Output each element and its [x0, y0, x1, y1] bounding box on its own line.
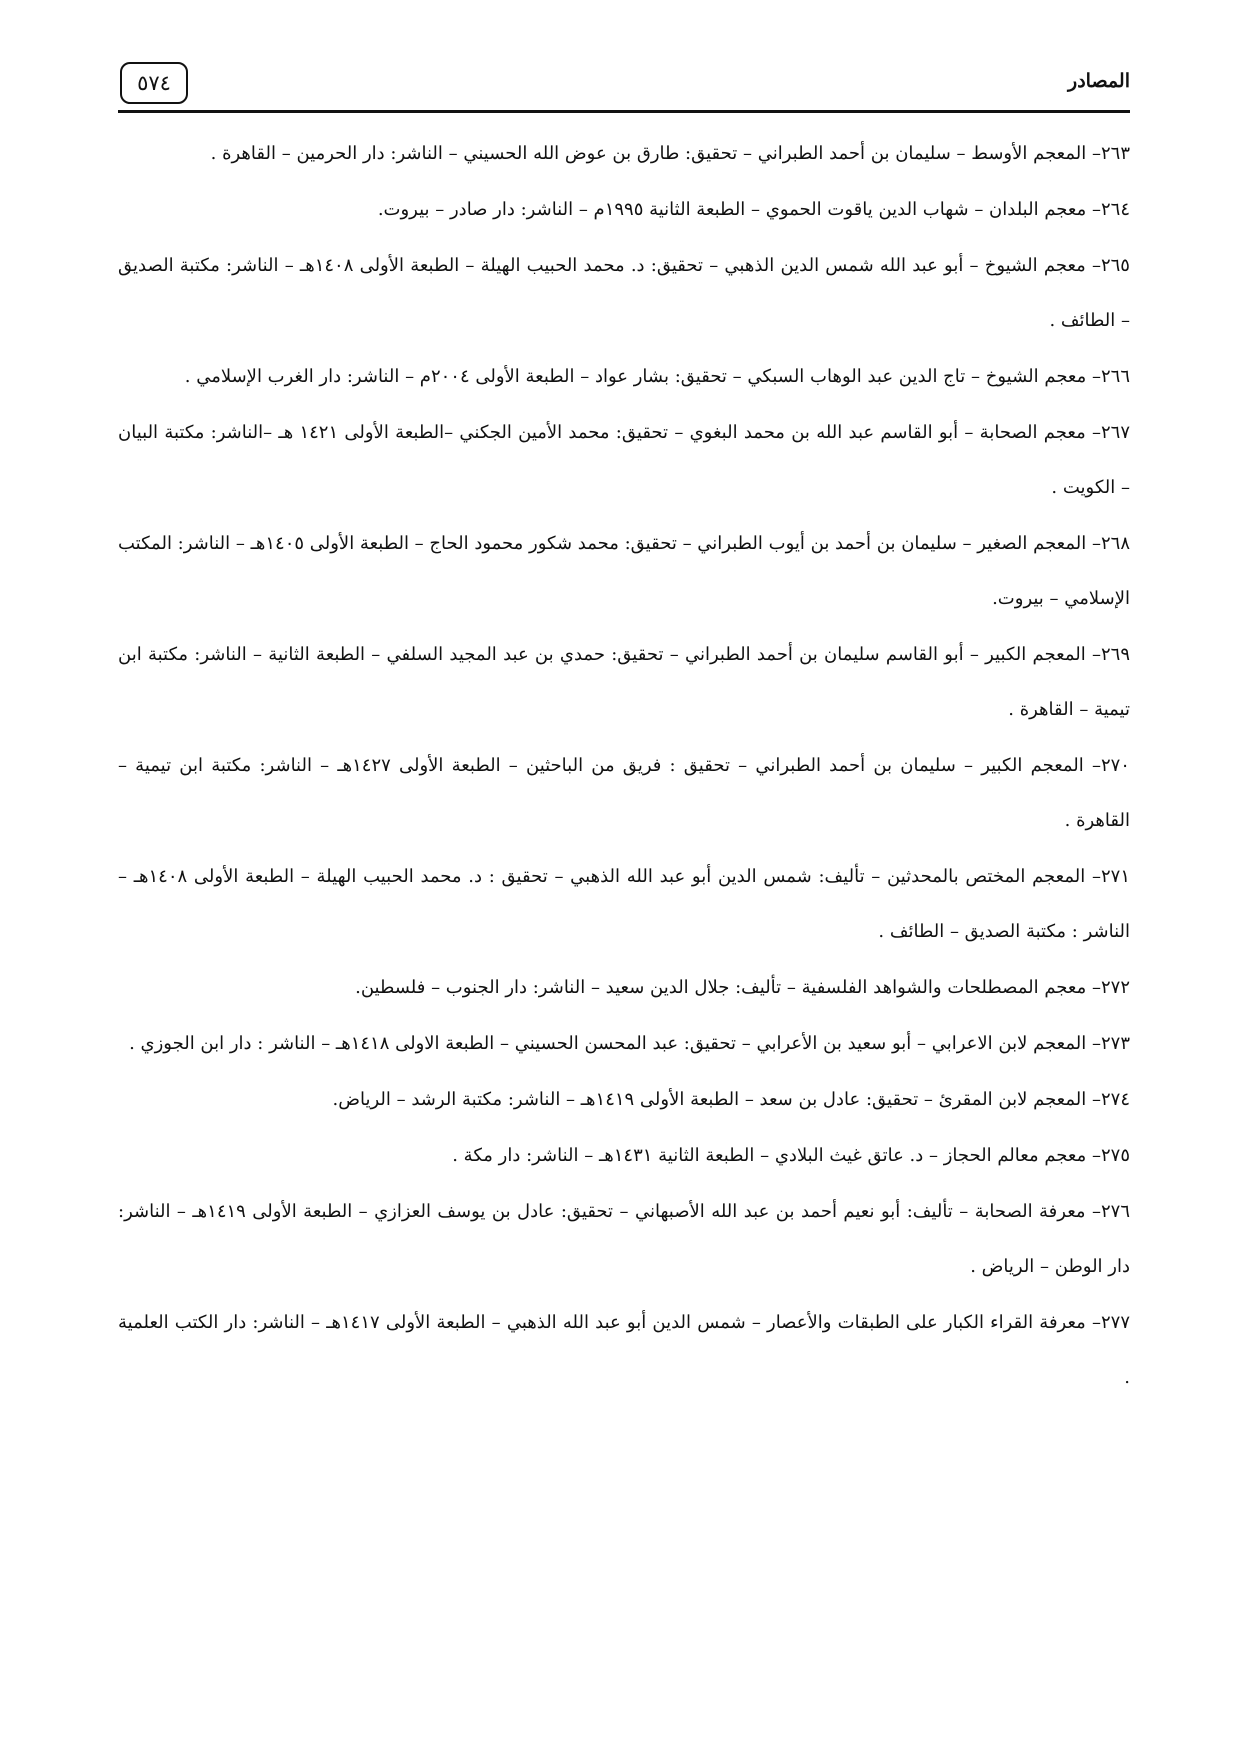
reference-text: – معجم معالم الحجاز – د. عاتق غيث البلادي – الطبعة الثانية ١٤٣١هـ – الناشر: دار مكة .	[452, 1145, 1101, 1166]
reference-item	[118, 960, 1130, 1015]
reference-number: ٢٧٢	[1100, 977, 1130, 998]
reference-item	[118, 349, 1130, 404]
reference-item	[118, 1184, 1130, 1294]
section-title: المصادر	[1068, 70, 1130, 92]
reference-text: – معجم المصطلحات والشواهد الفلسفية – تأليف: جلال الدين سعيد – الناشر: دار الجنوب – فلسطين.	[355, 977, 1101, 998]
reference-item	[118, 1295, 1130, 1405]
reference-number: ٢٧٣	[1100, 1033, 1130, 1054]
reference-text: – المعجم الصغير – سليمان بن أحمد بن أيوب الطبراني – تحقيق: محمد شكور محمود الحاج – الطبعة الأولى ١٤٠٥هـ – الناشر: المكتب الإسلامي – بيروت.	[118, 533, 1130, 609]
reference-text: – معجم الصحابة – أبو القاسم عبد الله بن محمد البغوي – تحقيق: محمد الأمين الجكني –الطبعة الأولى ١٤٢١ هـ –الناشر: مكتبة البيان – الكويت .	[118, 422, 1130, 498]
reference-item	[118, 849, 1130, 959]
reference-text: – معجم الشيوخ – تاج الدين عبد الوهاب السبكي – تحقيق: بشار عواد – الطبعة الأولى ٢٠٠٤م – الناشر: دار الغرب الإسلامي .	[184, 366, 1101, 387]
reference-item	[118, 516, 1130, 626]
reference-number: ٢٧٦	[1100, 1201, 1130, 1222]
reference-number: ٢٦٣	[1100, 143, 1130, 164]
reference-text: – المعجم لابن الاعرابي – أبو سعيد بن الأعرابي – تحقيق: عبد المحسن الحسيني – الطبعة الاولى ١٤١٨هـ – الناشر : دار ابن الجوزي .	[129, 1033, 1101, 1054]
reference-number: ٢٧٧	[1100, 1312, 1130, 1333]
reference-text: – معجم الشيوخ – أبو عبد الله شمس الدين الذهبي – تحقيق: د. محمد الحبيب الهيلة – الطبعة الأولى ١٤٠٨هـ – الناشر: مكتبة الصديق – الطائف .	[118, 255, 1130, 331]
reference-item	[118, 1072, 1130, 1127]
page-number: ٥٧٤	[137, 70, 171, 95]
reference-item	[118, 182, 1130, 237]
reference-number: ٢٧٤	[1100, 1089, 1130, 1110]
reference-item	[118, 1128, 1130, 1183]
reference-text: – المعجم المختص بالمحدثين – تأليف: شمس الدين أبو عبد الله الذهبي – تحقيق : د. محمد الحبيب الهيلة – الطبعة الأولى ١٤٠٨هـ – الناشر : مكتبة الصديق – الطائف .	[118, 866, 1130, 942]
reference-item	[118, 1016, 1130, 1071]
reference-item	[118, 126, 1130, 181]
reference-item	[118, 738, 1130, 848]
reference-number: ٢٦٩	[1100, 644, 1130, 665]
page-number-box	[120, 62, 188, 104]
reference-text: – المعجم لابن المقرئ – تحقيق: عادل بن سعد – الطبعة الأولى ١٤١٩هـ – الناشر: مكتبة الرشد – الرياض.	[332, 1089, 1101, 1110]
page-header	[118, 52, 1130, 112]
reference-number: ٢٧١	[1100, 866, 1130, 887]
reference-number: ٢٦٤	[1100, 199, 1130, 220]
reference-text: – المعجم الكبير – أبو القاسم سليمان بن أحمد الطبراني – تحقيق: حمدي بن عبد المجيد السلفي – الطبعة الثانية – الناشر: مكتبة ابن تيمية – القاهرة .	[118, 644, 1130, 720]
reference-item	[118, 238, 1130, 348]
reference-number: ٢٧٠	[1100, 755, 1130, 776]
reference-item	[118, 627, 1130, 737]
reference-number: ٢٧٥	[1100, 1145, 1130, 1166]
reference-text: – معرفة القراء الكبار على الطبقات والأعصار – شمس الدين أبو عبد الله الذهبي – الطبعة الأولى ١٤١٧هـ – الناشر: دار الكتب العلمية .	[118, 1312, 1130, 1388]
header-rule	[118, 110, 1130, 113]
reference-text: – المعجم الكبير – سليمان بن أحمد الطبراني – تحقيق : فريق من الباحثين – الطبعة الأولى ١٤٢٧هـ – الناشر: مكتبة ابن تيمية – القاهرة .	[118, 755, 1130, 831]
reference-text: – المعجم الأوسط – سليمان بن أحمد الطبراني – تحقيق: طارق بن عوض الله الحسيني – الناشر: دار الحرمين – القاهرة .	[210, 143, 1101, 164]
reference-number: ٢٦٨	[1100, 533, 1130, 554]
reference-number: ٢٦٥	[1100, 255, 1130, 276]
reference-number: ٢٦٧	[1100, 422, 1130, 443]
reference-text: – معجم البلدان – شهاب الدين ياقوت الحموي – الطبعة الثانية ١٩٩٥م – الناشر: دار صادر – بيروت.	[377, 199, 1101, 220]
reference-text: – معرفة الصحابة – تأليف: أبو نعيم أحمد بن عبد الله الأصبهاني – تحقيق: عادل بن يوسف العزازي – الطبعة الأولى ١٤١٩هـ – الناشر: دار الوطن – الرياض .	[118, 1201, 1130, 1277]
references-list	[118, 126, 1130, 1406]
reference-number: ٢٦٦	[1100, 366, 1130, 387]
reference-item	[118, 405, 1130, 515]
